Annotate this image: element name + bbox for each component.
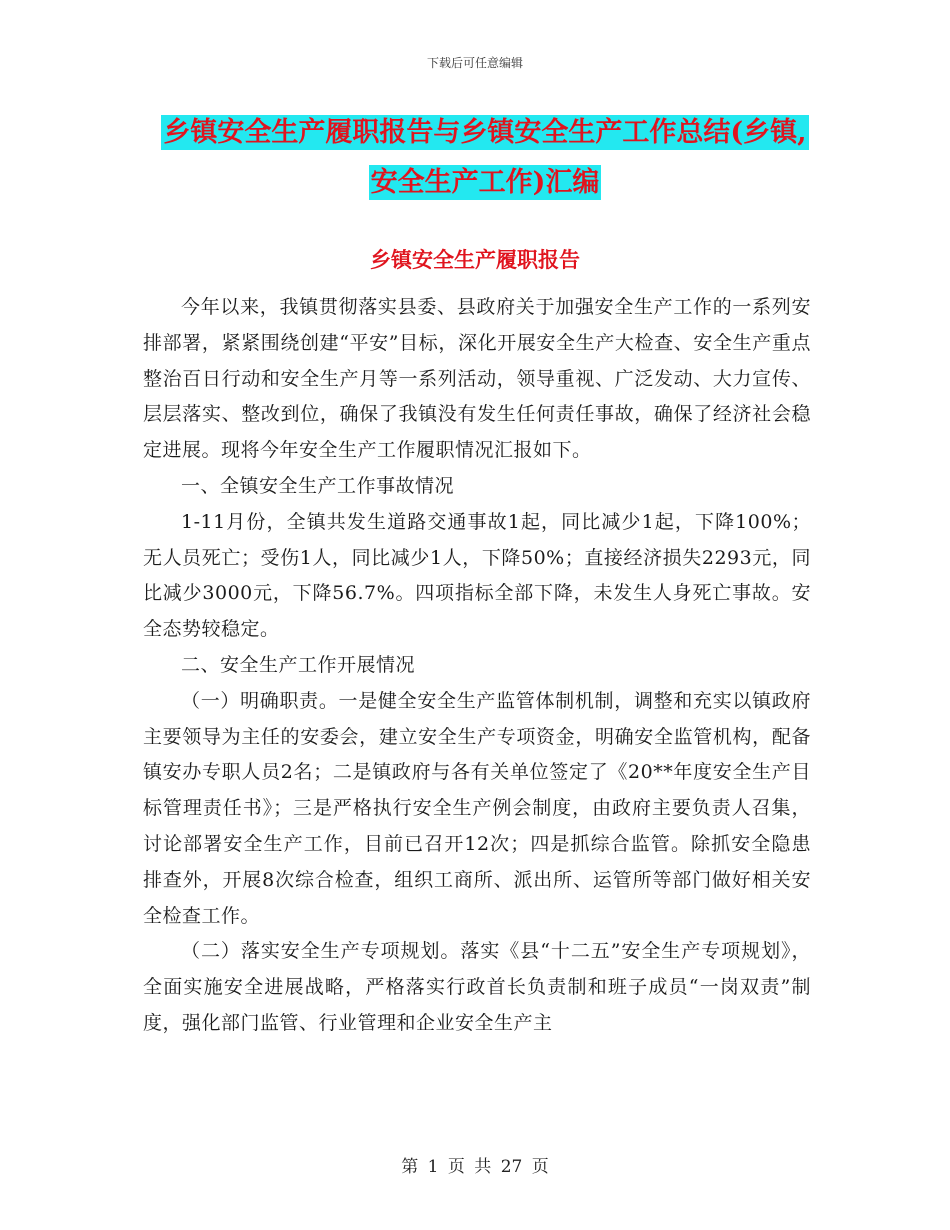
document-title xyxy=(140,108,830,208)
paragraph: 一、全镇安全生产工作事故情况 xyxy=(181,474,455,497)
paragraph: 今年以来，我镇贯彻落实县委、县政府关于加强安全生产工作的一系列安排部署，紧紧围绕创建“平安”目标，深化开展安全生产大检查、安全生产重点整治百日行动和安全生产月等一系列活动，领导重视、广泛发动、大力宣传、层层落实、整改到位，确保了我镇没有发生任何责任事故，确保了经济社会稳定进展。现将今年安全生产工作履职情况汇报如下。 xyxy=(143,296,811,462)
document-title-line-2: 安全生产工作)汇编 xyxy=(370,167,600,198)
section-title: 乡镇安全生产履职报告 xyxy=(370,247,580,272)
page-footer: 第 1 页 共 27 页 xyxy=(401,1157,549,1177)
body-text xyxy=(143,290,811,1042)
header-note: 下载后可任意编辑 xyxy=(426,56,523,70)
paragraph: （一）明确职责。一是健全安全生产监管体制机制，调整和充实以镇政府主要领导为主任的安委会，建立安全生产专项资金，明确安全监管机构，配备镇安办专职人员2名；二是镇政府与各有关单位签定了《20**年度安全生产目标管理责任书》；三是严格执行安全生产例会制度，由政府主要负责人召集，讨论部署安全生产工作，目前已召开12次；四是抓综合监管。除抓安全隐患排查外，开展8次综合检查，组织工商所、派出所、运管所等部门做好相关安全检查工作。 xyxy=(143,689,811,927)
paragraph: 1-11月份，全镇共发生道路交通事故1起，同比减少1起，下降100%；无人员死亡；受伤1人，同比减少1人，下降50%；直接经济损失2293元，同比减少3000元，下降56.7%。四项指标全部下降，未发生人身死亡事故。安全态势较稳定。 xyxy=(143,510,811,641)
document-title-line-1: 乡镇安全生产履职报告与乡镇安全生产工作总结(乡镇, xyxy=(163,117,807,148)
paragraph: 二、安全生产工作开展情况 xyxy=(181,653,416,676)
paragraph: （二）落实安全生产专项规划。落实《县“十二五”安全生产专项规划》，全面实施安全进展战略，严格落实行政首长负责制和班子成员“一岗双责”制度，强化部门监管、行业管理和企业安全生产主 xyxy=(143,940,811,1034)
